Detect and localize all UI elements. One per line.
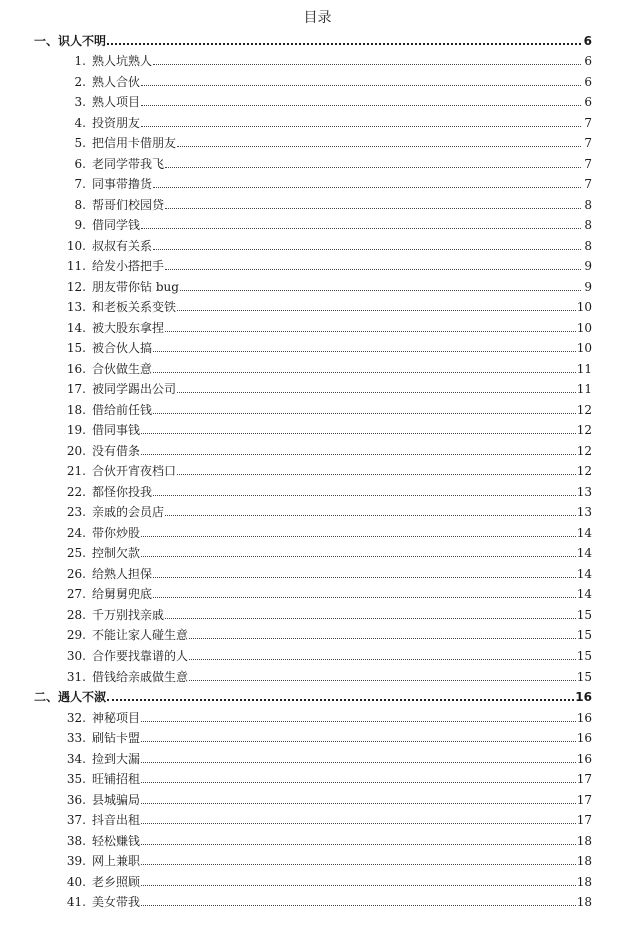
dot-leader: [141, 227, 581, 229]
toc-entry-label: 借同事钱: [92, 423, 141, 438]
dot-leader: [177, 391, 576, 393]
toc-entry[interactable]: [0, 461, 635, 482]
toc-entry-number: 32.: [66, 710, 86, 725]
toc-entry-number: 34.: [66, 751, 86, 766]
dot-leader: [141, 453, 576, 455]
toc-entry[interactable]: [0, 215, 635, 236]
dot-leader: [141, 84, 581, 86]
toc-entry-label: 同事带撸货: [92, 177, 153, 192]
toc-page-number: 16: [576, 751, 592, 766]
toc-entry-label: 给熟人担保: [92, 566, 153, 581]
toc-page-number: 6: [584, 95, 592, 110]
toc-entry-label: 亲戚的会员店: [92, 505, 165, 520]
toc-entry-label: 县城骗局: [92, 792, 141, 807]
toc-entry-label: 老乡照顾: [92, 874, 141, 889]
dot-leader: [141, 802, 576, 804]
toc-entry[interactable]: [0, 502, 635, 523]
dot-leader: [180, 289, 581, 291]
dot-leader: [141, 720, 576, 722]
toc-entry[interactable]: [0, 645, 635, 666]
toc-page-number: 16: [575, 690, 592, 705]
dot-leader: [141, 555, 576, 557]
toc-entry[interactable]: [0, 399, 635, 420]
toc-title: 目录: [303, 10, 332, 26]
toc-entry-number: 9.: [74, 218, 86, 233]
toc-entry[interactable]: [0, 420, 635, 441]
toc-entry[interactable]: [0, 871, 635, 892]
toc-page-number: 16: [576, 710, 592, 725]
toc-entry-number: 29.: [66, 628, 86, 643]
toc-entry-number: 39.: [66, 854, 86, 869]
toc-page-number: 12: [576, 464, 592, 479]
dot-leader: [141, 125, 581, 127]
toc-page-number: 7: [584, 115, 592, 130]
toc-entry[interactable]: [0, 71, 635, 92]
toc-page-number: 17: [576, 772, 592, 787]
dot-leader: [153, 248, 581, 250]
dot-leader: [153, 576, 576, 578]
toc-entry[interactable]: [0, 728, 635, 749]
toc-entry[interactable]: [0, 851, 635, 872]
toc-entry[interactable]: [0, 133, 635, 154]
toc-entry-label: 朋友带你钻 bug: [92, 279, 179, 294]
toc-entry-label: 老同学带我飞: [92, 156, 165, 171]
toc-entry-label: 把信用卡借朋友: [92, 136, 177, 151]
toc-page-number: 8: [584, 197, 592, 212]
dot-leader: [141, 535, 576, 537]
toc-entry-label: 带你炒股: [92, 525, 141, 540]
dot-leader: [177, 145, 581, 147]
toc-section-label: 一、识人不明: [34, 33, 107, 48]
toc-page-number: 9: [584, 259, 592, 274]
toc-entry[interactable]: [0, 604, 635, 625]
toc-entry-number: 35.: [66, 772, 86, 787]
toc-entry[interactable]: [0, 297, 635, 318]
toc-entry-label: 合伙开宵夜档口: [92, 464, 177, 479]
toc-entry-label: 投资朋友: [92, 115, 141, 130]
dot-leader: [165, 617, 576, 619]
toc-page-number: 17: [576, 813, 592, 828]
toc-section-heading[interactable]: [0, 687, 635, 708]
toc-page-number: 12: [576, 402, 592, 417]
toc-page-number: 13: [576, 484, 592, 499]
dot-leader: [141, 884, 576, 886]
toc-entry-label: 合伙做生意: [92, 361, 153, 376]
toc-entry-number: 27.: [66, 587, 86, 602]
toc-page-number: 14: [576, 546, 592, 561]
toc-page-number: 18: [576, 895, 592, 910]
toc-entry[interactable]: [0, 892, 635, 913]
toc-entry-number: 30.: [66, 648, 86, 663]
toc-entry-number: 25.: [66, 546, 86, 561]
toc-entry-label: 轻松赚钱: [92, 833, 141, 848]
dot-leader: [107, 698, 574, 701]
toc-entry[interactable]: [0, 522, 635, 543]
toc-entry[interactable]: [0, 235, 635, 256]
dot-leader: [177, 473, 576, 475]
toc-entry-number: 21.: [66, 464, 86, 479]
toc-page-number: 14: [576, 525, 592, 540]
toc-page-number: 12: [576, 423, 592, 438]
toc-page-number: 6: [584, 54, 592, 69]
toc-entry-number: 2.: [74, 74, 86, 89]
toc-page-number: 15: [576, 648, 592, 663]
toc-entry-number: 11.: [66, 259, 86, 274]
toc-entry-label: 帮哥们校园贷: [92, 197, 165, 212]
toc-page-number: 8: [584, 218, 592, 233]
dot-leader: [177, 309, 576, 311]
toc-entry-number: 4.: [74, 115, 86, 130]
toc-page-number: 6: [584, 74, 592, 89]
toc-entry-number: 36.: [66, 792, 86, 807]
dot-leader: [153, 350, 576, 352]
toc-entry-number: 13.: [66, 300, 86, 315]
toc-entry-label: 捡到大漏: [92, 751, 141, 766]
toc-page-number: 10: [576, 341, 592, 356]
toc-entry-number: 24.: [66, 525, 86, 540]
toc-entry[interactable]: [0, 543, 635, 564]
toc-entry-label: 合作要找靠谱的人: [92, 648, 189, 663]
toc-entry[interactable]: [0, 769, 635, 790]
toc-page-number: 15: [576, 628, 592, 643]
toc-page-number: 12: [576, 443, 592, 458]
dot-leader: [141, 104, 581, 106]
toc-entry[interactable]: [0, 830, 635, 851]
toc-entry[interactable]: [0, 748, 635, 769]
toc-entry-label: 借给前任钱: [92, 402, 153, 417]
toc-entry[interactable]: [0, 810, 635, 831]
toc-entry-label: 和老板关系变铁: [92, 300, 177, 315]
toc-entry[interactable]: [0, 584, 635, 605]
toc-page-number: 10: [576, 300, 592, 315]
toc-page-number: 8: [584, 238, 592, 253]
toc-entry-label: 都怪你投我: [92, 484, 153, 499]
toc-entry-number: 22.: [66, 484, 86, 499]
toc-section-heading[interactable]: [0, 30, 635, 51]
toc-entry[interactable]: [0, 112, 635, 133]
toc-entry-label: 被大股东拿捏: [92, 320, 165, 335]
toc-page-number: 11: [576, 361, 592, 376]
dot-leader: [141, 863, 576, 865]
toc-entry-label: 控制欠款: [92, 546, 141, 561]
dot-leader: [153, 371, 576, 373]
toc-entry-number: 3.: [74, 95, 86, 110]
toc-entry[interactable]: [0, 174, 635, 195]
toc-page-number: 17: [576, 792, 592, 807]
dot-leader: [107, 42, 581, 45]
toc-entry[interactable]: [0, 317, 635, 338]
dot-leader: [141, 761, 576, 763]
toc-entry[interactable]: [0, 563, 635, 584]
toc-entry-number: 19.: [66, 423, 86, 438]
toc-entry-label: 熟人合伙: [92, 74, 141, 89]
toc-entry-number: 7.: [74, 177, 86, 192]
toc-entry-number: 5.: [74, 136, 86, 151]
toc-entry-number: 18.: [66, 402, 86, 417]
toc-entry[interactable]: [0, 51, 635, 72]
toc-entry[interactable]: [0, 358, 635, 379]
toc-entry-label: 借同学钱: [92, 218, 141, 233]
toc-entry[interactable]: [0, 194, 635, 215]
dot-leader: [165, 207, 581, 209]
toc-page-number: 10: [576, 320, 592, 335]
toc-entry-label: 抖音出租: [92, 813, 141, 828]
toc-entry-number: 12.: [66, 279, 86, 294]
toc-page-number: 15: [576, 669, 592, 684]
toc-page-number: 15: [576, 607, 592, 622]
dot-leader: [141, 432, 576, 434]
toc-entry-number: 28.: [66, 607, 86, 622]
toc-entry-number: 23.: [66, 505, 86, 520]
toc-entry-number: 10.: [66, 238, 86, 253]
toc-entry-label: 美女带我: [92, 895, 141, 910]
toc-page-number: 11: [576, 382, 592, 397]
toc-entry-number: 20.: [66, 443, 86, 458]
toc-page-number: 9: [584, 279, 592, 294]
toc-entry-number: 31.: [66, 669, 86, 684]
toc-entry-label: 不能让家人碰生意: [92, 628, 189, 643]
toc-page-number: 7: [584, 156, 592, 171]
toc-entry[interactable]: [0, 440, 635, 461]
dot-leader: [165, 514, 576, 516]
toc-entry-number: 41.: [66, 895, 86, 910]
toc-page-number: 6: [583, 33, 592, 48]
toc-entry[interactable]: [0, 707, 635, 728]
toc-page-number: 14: [576, 566, 592, 581]
toc-entry[interactable]: [0, 379, 635, 400]
dot-leader: [189, 637, 576, 639]
toc-page-number: 7: [584, 177, 592, 192]
dot-leader: [141, 904, 576, 906]
toc-entry-number: 15.: [66, 341, 86, 356]
dot-leader: [189, 658, 576, 660]
toc-page-number: 14: [576, 587, 592, 602]
toc-entry[interactable]: [0, 666, 635, 687]
toc-page-number: 7: [584, 136, 592, 151]
toc-entry-number: 26.: [66, 566, 86, 581]
toc-entry-label: 熟人坑熟人: [92, 54, 153, 69]
toc-entry-label: 神秘项目: [92, 710, 141, 725]
toc-entry[interactable]: [0, 276, 635, 297]
toc-entry[interactable]: [0, 256, 635, 277]
toc-entry[interactable]: [0, 789, 635, 810]
table-of-contents: [0, 30, 635, 912]
toc-entry-number: 14.: [66, 320, 86, 335]
toc-entry-number: 33.: [66, 731, 86, 746]
toc-page-number: 18: [576, 854, 592, 869]
dot-leader: [153, 186, 581, 188]
dot-leader: [165, 166, 581, 168]
toc-entry-label: 给舅舅兜底: [92, 587, 153, 602]
toc-entry-label: 给发小搭把手: [92, 259, 165, 274]
dot-leader: [165, 330, 576, 332]
dot-leader: [165, 268, 581, 270]
toc-entry-label: 被同学踢出公司: [92, 382, 177, 397]
toc-page-number: 16: [576, 731, 592, 746]
dot-leader: [141, 781, 576, 783]
dot-leader: [189, 679, 576, 681]
toc-page-number: 18: [576, 874, 592, 889]
toc-entry-number: 37.: [66, 813, 86, 828]
toc-entry-label: 借钱给亲戚做生意: [92, 669, 189, 684]
toc-entry-number: 6.: [74, 156, 86, 171]
toc-entry-label: 叔叔有关系: [92, 238, 153, 253]
toc-entry[interactable]: [0, 92, 635, 113]
toc-page-number: 13: [576, 505, 592, 520]
dot-leader: [141, 740, 576, 742]
toc-entry-label: 旺铺招租: [92, 772, 141, 787]
dot-leader: [141, 822, 576, 824]
dot-leader: [153, 596, 576, 598]
toc-entry-number: 8.: [74, 197, 86, 212]
dot-leader: [141, 843, 576, 845]
toc-entry-number: 40.: [66, 874, 86, 889]
toc-entry-label: 千万别找亲戚: [92, 607, 165, 622]
toc-entry-number: 16.: [66, 361, 86, 376]
toc-entry[interactable]: [0, 153, 635, 174]
toc-entry[interactable]: [0, 625, 635, 646]
toc-entry-label: 没有借条: [92, 443, 141, 458]
toc-entry[interactable]: [0, 481, 635, 502]
dot-leader: [153, 412, 576, 414]
toc-entry-number: 38.: [66, 833, 86, 848]
toc-entry-label: 刷钻卡盟: [92, 731, 141, 746]
toc-entry-number: 17.: [66, 382, 86, 397]
toc-entry-label: 被合伙人搞: [92, 341, 153, 356]
toc-entry-number: 1.: [74, 54, 86, 69]
toc-entry[interactable]: [0, 338, 635, 359]
dot-leader: [153, 494, 576, 496]
toc-entry-label: 熟人项目: [92, 95, 141, 110]
toc-section-label: 二、遇人不淑: [34, 690, 107, 705]
toc-entry-label: 网上兼职: [92, 854, 141, 869]
dot-leader: [153, 63, 581, 65]
toc-page-number: 18: [576, 833, 592, 848]
